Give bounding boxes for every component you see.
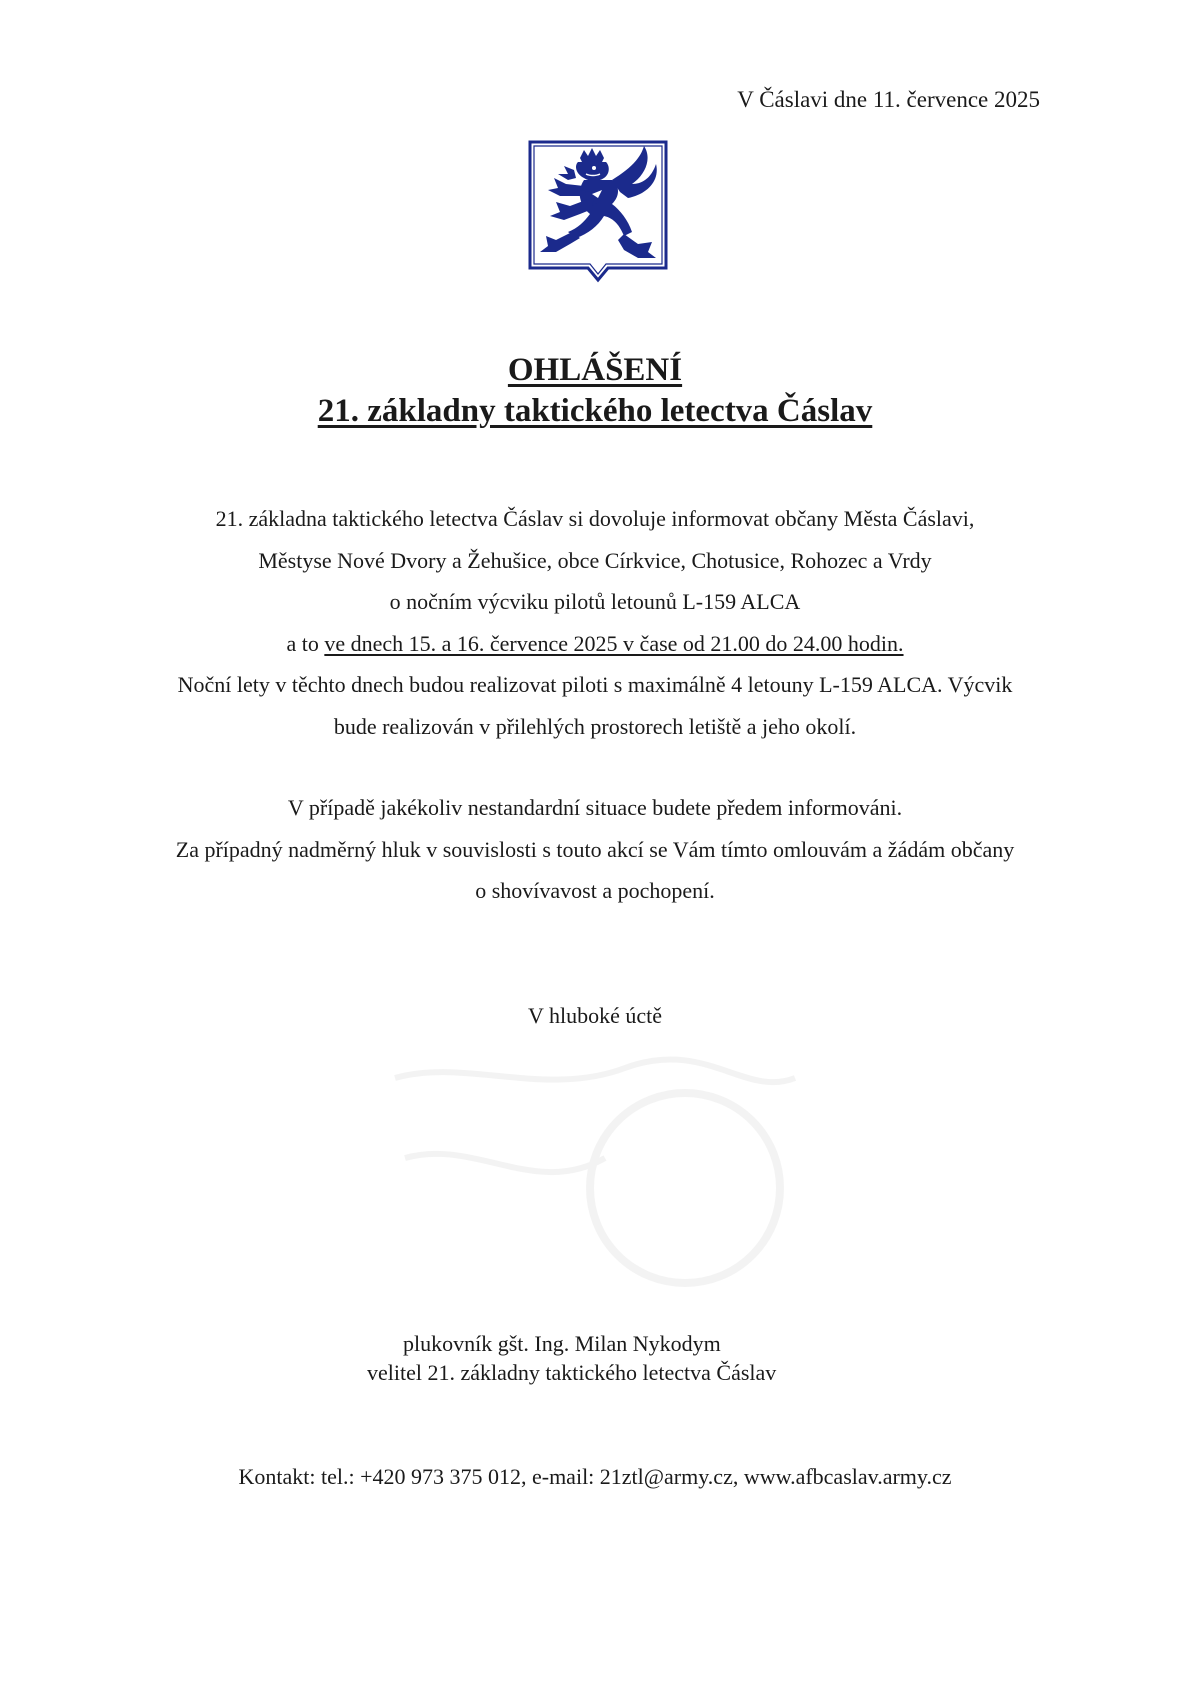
title-line-2: 21. základny taktického letectva Čáslav (317, 393, 873, 429)
training-dates: ve dnech 15. a 16. července 2025 v čase od 21.00 do 24.00 hodin. (324, 630, 904, 656)
place-date: V Čáslavi dne 11. července 2025 (737, 87, 1040, 112)
notice-line-3: o shovívavost a pochopení. (475, 878, 715, 903)
body-line-6: bude realizován v přilehlých prostorech letiště a jeho okolí. (333, 713, 857, 739)
paragraph-gap (95, 747, 1095, 787)
body-line-4 (95, 623, 1095, 665)
title-line-1: OHLÁŠENÍ (507, 352, 683, 388)
body-line-2: Městyse Nové Dvory a Žehušice, obce Církvice, Chotusice, Rohozec a Vrdy (258, 547, 932, 573)
notice-line-1: V případě jakékoliv nestandardní situace budete předem informováni. (287, 795, 903, 820)
body-line-3: o nočním výcviku pilotů letounů L-159 ALCA (389, 589, 801, 614)
signer-name: plukovník gšt. Ing. Milan Nykodym (403, 1331, 721, 1356)
announcement-body (95, 498, 1095, 912)
body-line-4-prefix: a to (286, 630, 325, 656)
body-line-1: 21. základna taktického letectva Čáslav si dovoluje informovat občany Města Čáslavi, (215, 506, 975, 531)
signer-block (367, 1329, 827, 1387)
salutation: V hluboké úctě (527, 1003, 662, 1028)
notice-line-2: Za případný nadměrný hluk v souvislosti s touto akcí se Vám tímto omlouvám a žádám občany (175, 836, 1015, 862)
faded-signature-stamp (385, 1038, 805, 1328)
signer-position: velitel 21. základny taktického letectva Čáslav (367, 1360, 777, 1385)
body-line-5: Noční lety v těchto dnech budou realizovat piloti s maximálně 4 letouny L-159 ALCA. Výcvik (177, 672, 1013, 697)
contact-line: Kontakt: tel.: +420 973 375 012, e-mail: 21ztl@army.cz, www.afbcaslav.army.cz (238, 1464, 952, 1489)
announcement-title (0, 350, 1190, 432)
lion-crest-icon (528, 140, 668, 290)
